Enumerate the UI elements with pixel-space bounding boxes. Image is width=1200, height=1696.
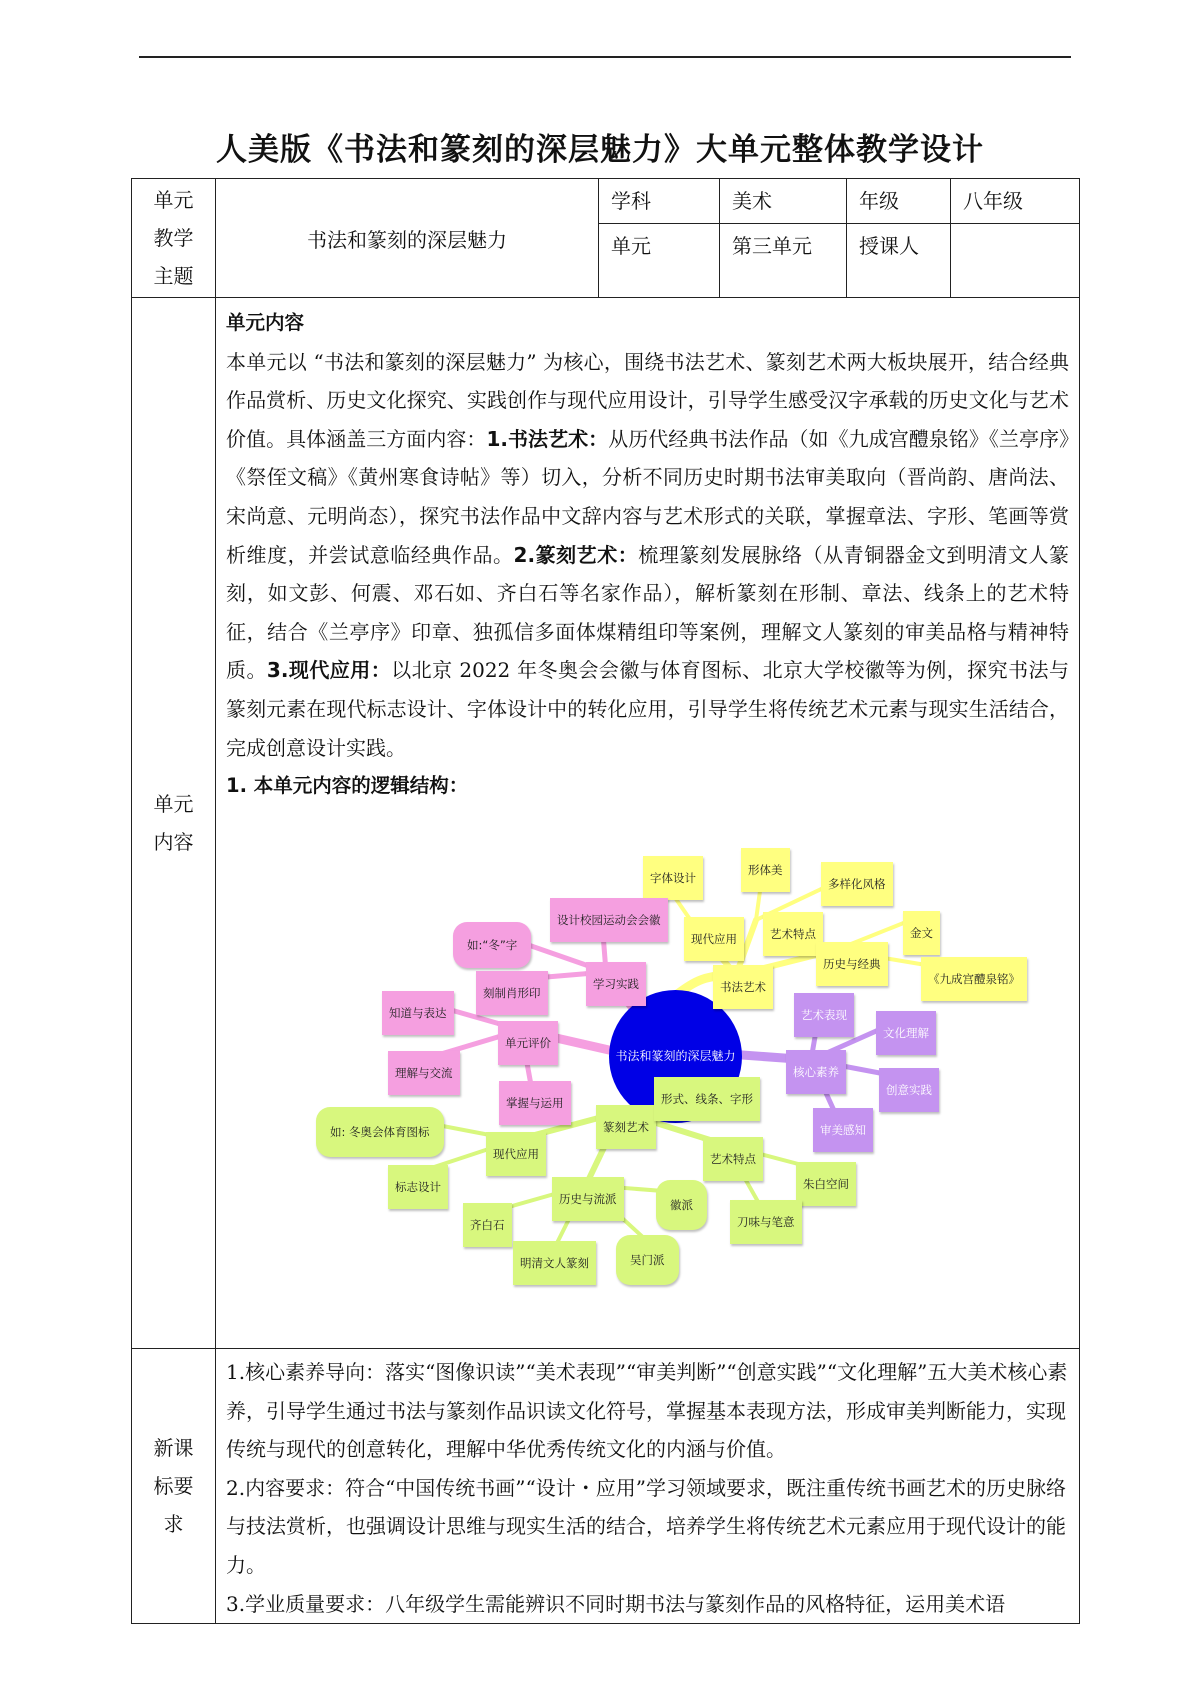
- node-core-literacy: 核心素养: [786, 1050, 846, 1095]
- node-seal-feature: 艺术特点: [703, 1137, 763, 1182]
- node-font-design: 字体设计: [643, 856, 703, 901]
- node-form-beauty: 形体美: [741, 848, 790, 893]
- node-diverse-style: 多样化风格: [821, 862, 893, 907]
- node-understand-communicate: 理解与交流: [388, 1051, 460, 1096]
- subject-value: 美术: [720, 179, 847, 224]
- node-calligraphy-feature: 艺术特点: [763, 912, 823, 957]
- node-example-dong: 如:“冬”字: [453, 922, 531, 969]
- node-qibaishi: 齐白石: [463, 1203, 512, 1248]
- unit-topic: 书法和篆刻的深层魅力: [216, 179, 599, 298]
- node-calligraphy-modern: 现代应用: [684, 917, 744, 962]
- node-mingqing: 明清文人篆刻: [513, 1241, 596, 1286]
- node-calligraphy-history: 历史与经典: [816, 942, 888, 987]
- unit-content-cell: [216, 298, 1080, 1349]
- node-form-line-shape: 形式、线条、字形: [654, 1077, 760, 1122]
- node-master-apply: 掌握与运用: [499, 1081, 571, 1126]
- unit-theme-label: 单元 教学 主题: [132, 179, 216, 298]
- node-calligraphy: 书法艺术: [713, 965, 773, 1010]
- lesson-plan-table: [131, 178, 1080, 1624]
- new-standards-label: 新课 标要 求: [132, 1349, 216, 1624]
- teacher-label: 授课人: [847, 224, 951, 298]
- node-olympic-icons: 如: 冬奥会体育图标: [316, 1107, 444, 1158]
- node-creative-practice: 创意实践: [879, 1068, 939, 1113]
- node-red-white-space: 朱白空间: [796, 1162, 856, 1207]
- node-know-express: 知道与表达: [382, 991, 454, 1036]
- unit-content-body: 本单元以 “书法和篆刻的深层魅力” 为核心，围绕书法艺术、篆刻艺术两大板块展开，结合经典作品赏析、历史文化探究、实践创作与现代应用设计，引导学生感受汉字承载的历史文化与艺术价值。具体涵盖三方面内容：1.书法艺术：从历代经典书法作品（如《九成宫醴泉铭》《兰亭序》《祭侄文稿》《黄州寒食诗帖》等）切入，分析不同历史时期书法审美取向（晋尚韵、唐尚法、宋尚意、元明尚态），探究书法作品中文辞内容与艺术形式的关联，掌握章法、字形、笔画等赏析维度，并尝试意临经典作品。2.篆刻艺术：梳理篆刻发展脉络（从青铜器金文到明清文人篆刻，如文彭、何震、邓石如、齐白石等名家作品），解析篆刻在形制、章法、线条上的艺术特征，结合《兰亭序》印章、独孤信多面体煤精组印等案例，理解文人篆刻的审美品格与精神特质。3.现代应用：以北京 2022 年冬奥会会徽与体育图标、北京大学校徽等为例，探究书法与篆刻元素在现代标志设计、字体设计中的转化应用，引导学生将传统艺术元素与现实生活结合，完成创意设计实践。: [226, 349, 1070, 760]
- mind-map-center: 书法和篆刻的深层魅力: [609, 990, 742, 1123]
- node-design-emblem: 设计校园运动会会徽: [550, 898, 668, 943]
- node-history-school: 历史与流派: [552, 1177, 624, 1222]
- unit-value: 第三单元: [720, 224, 847, 298]
- node-wumenpai: 吴门派: [616, 1235, 679, 1286]
- node-art-expression: 艺术表现: [794, 993, 854, 1038]
- structure-heading: 1. 本单元内容的逻辑结构：: [226, 774, 469, 798]
- grade-value: 八年级: [951, 179, 1080, 224]
- node-culture-understanding: 文化理解: [876, 1011, 936, 1056]
- mind-map: [316, 840, 1036, 1310]
- unit-label: 单元: [599, 224, 720, 298]
- node-seal-modern: 现代应用: [486, 1132, 546, 1177]
- header-rule: [139, 56, 1071, 58]
- grade-label: 年级: [847, 179, 951, 224]
- node-jinwen: 金文: [903, 911, 940, 956]
- subject-label: 学科: [599, 179, 720, 224]
- unit-content-label: 单元 内容: [132, 298, 216, 1349]
- unit-content-heading: 单元内容: [226, 311, 305, 334]
- teacher-value: [951, 224, 1080, 298]
- node-seal-carving: 篆刻艺术: [596, 1105, 656, 1150]
- node-carve-portrait: 刻制肖形印: [476, 971, 548, 1016]
- node-unit-evaluation: 单元评价: [498, 1021, 558, 1066]
- standard-item-1: 1.核心素养导向：落实“图像识读”“美术表现”“审美判断”“创意实践”“文化理解”五大美术核心素养，引导学生通过书法与篆刻作品识读文化符号，掌握基本表现方法，形成审美判断能力，实现传统与现代的创意转化，理解中华优秀传统文化的内涵与价值。: [226, 1360, 1068, 1462]
- document-title: 人美版《书法和篆刻的深层魅力》大单元整体教学设计: [216, 132, 984, 168]
- standard-item-2: 2.内容要求：符合“中国传统书画”“设计・应用”学习领域要求，既注重传统书画艺术的历史脉络与技法赏析，也强调设计思维与现实生活的结合，培养学生将传统艺术元素应用于现代设计的能力。: [226, 1475, 1066, 1577]
- node-logo-design: 标志设计: [388, 1165, 448, 1210]
- node-learning-practice: 学习实践: [586, 962, 646, 1007]
- new-standards-cell: [216, 1349, 1080, 1624]
- standard-item-3: 3.学业质量要求：八年级学生需能辨识不同时期书法与篆刻作品的风格特征，运用美术语: [226, 1591, 1006, 1616]
- node-jiucheng: 《九成宫醴泉铭》: [921, 957, 1027, 1002]
- node-aesthetic-perception: 审美感知: [813, 1108, 873, 1153]
- node-knife-brush: 刀味与笔意: [730, 1200, 802, 1245]
- node-huipai: 徽派: [656, 1180, 707, 1231]
